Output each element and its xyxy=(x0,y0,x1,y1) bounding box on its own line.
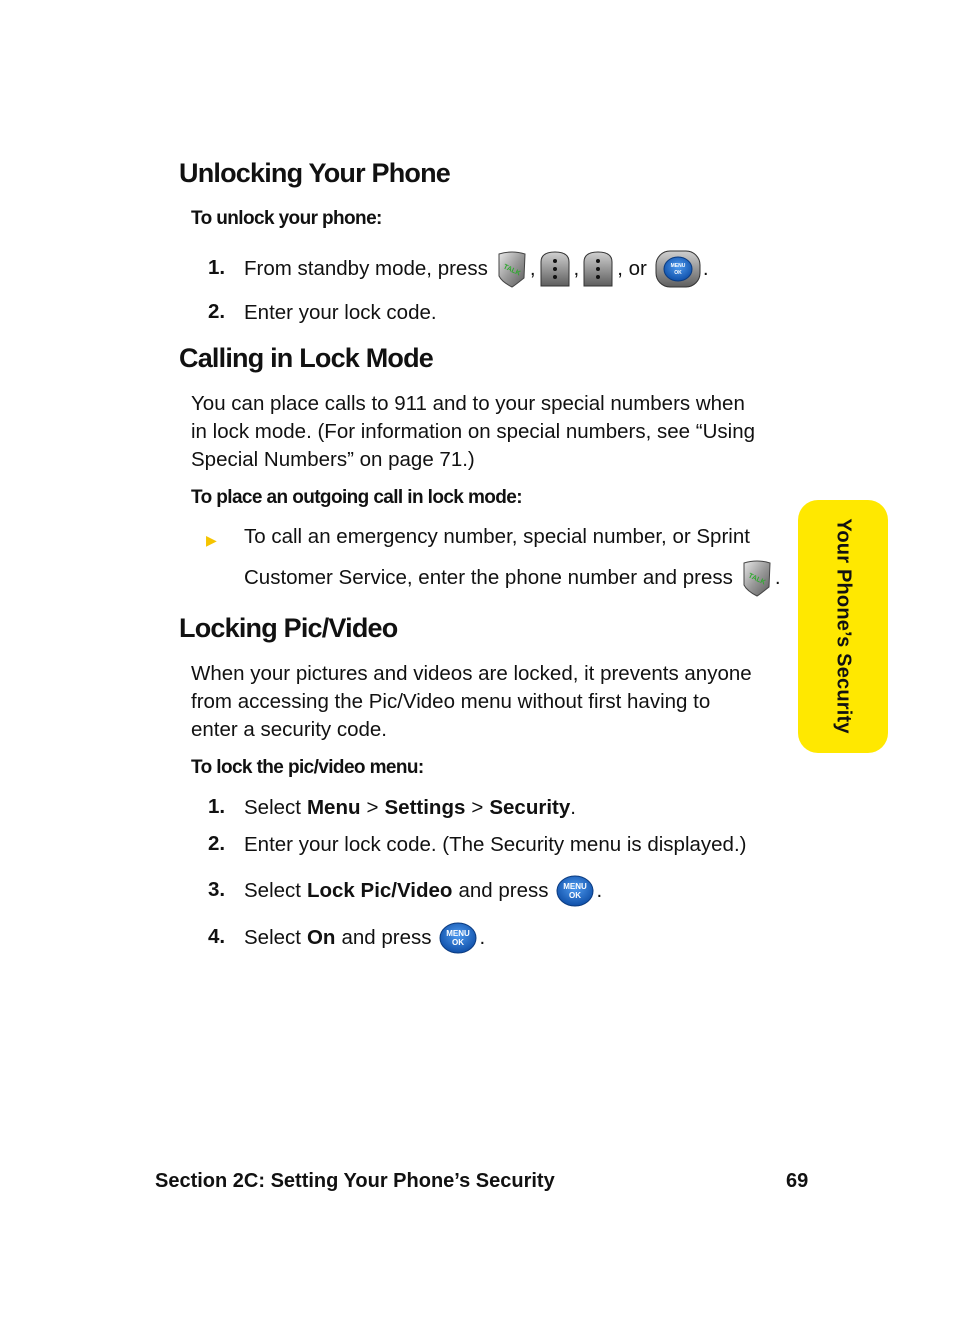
step-lock-3 xyxy=(244,871,602,911)
footer-page-number: 69 xyxy=(786,1170,809,1192)
menu-path-security: Security xyxy=(489,796,571,819)
step-number: 2. xyxy=(208,832,226,855)
section-title-locking: Locking Pic/Video xyxy=(179,613,398,643)
calling-paragraph xyxy=(191,390,791,474)
step-number: 1. xyxy=(208,795,226,818)
para-line: from accessing the Pic/Video menu without first having to xyxy=(191,690,711,713)
step-lock-1 xyxy=(244,788,576,828)
menu-ok-key-icon xyxy=(439,922,477,954)
menu-key-top-label: MENU xyxy=(670,263,686,269)
step-text: From standby mode, press xyxy=(244,257,488,280)
step-lock-2 xyxy=(244,825,746,865)
step-text: and press xyxy=(341,926,432,949)
step-number: 4. xyxy=(208,925,226,948)
subtitle-unlock: To unlock your phone: xyxy=(191,208,382,229)
menu-path-separator: > xyxy=(366,796,379,819)
step-text: Select xyxy=(244,879,301,902)
section-title-unlocking: Unlocking Your Phone xyxy=(179,158,451,188)
step-end: . xyxy=(596,879,603,902)
para-line: enter a security code. xyxy=(191,718,387,741)
talk-key-label: TALK xyxy=(501,263,522,278)
subtitle-lock-menu: To lock the pic/video menu: xyxy=(191,757,424,778)
step-text: Select xyxy=(244,926,301,949)
subtitle-outgoing-call: To place an outgoing call in lock mode: xyxy=(191,487,522,508)
menu-option-on: On xyxy=(306,926,336,949)
menu-ok-navigation-key-icon xyxy=(655,250,701,288)
step-number: 3. xyxy=(208,878,226,901)
separator: , or xyxy=(617,257,647,280)
step-lock-4 xyxy=(244,918,485,958)
side-key-down-icon xyxy=(581,250,615,288)
bullet-line-1 xyxy=(244,517,750,557)
step-end: . xyxy=(702,257,709,280)
step-unlock-1 xyxy=(244,249,709,289)
side-tab-label: Your Phone’s Security xyxy=(832,518,855,734)
para-line: Special Numbers” on page 71.) xyxy=(191,448,475,471)
menu-key-bottom-label: OK xyxy=(674,270,682,276)
menu-key-top-label: MENU xyxy=(563,882,588,891)
step-number: 1. xyxy=(208,256,226,279)
step-end: . xyxy=(479,926,486,949)
side-key-up-icon xyxy=(538,250,572,288)
step-text: Enter your lock code. (The Security menu is displayed.) xyxy=(244,833,747,856)
menu-key-top-label: MENU xyxy=(446,929,471,938)
talk-key-label: TALK xyxy=(746,572,767,587)
step-number: 2. xyxy=(208,300,226,323)
menu-path-settings: Settings xyxy=(384,796,466,819)
menu-key-bottom-label: OK xyxy=(569,891,582,900)
footer-section-title: Section 2C: Setting Your Phone’s Security xyxy=(155,1170,555,1192)
talk-key-icon xyxy=(741,559,773,597)
menu-ok-key-icon xyxy=(556,875,594,907)
talk-key-icon xyxy=(496,250,528,288)
para-line: You can place calls to 911 and to your special numbers when xyxy=(191,392,745,415)
section-title-calling: Calling in Lock Mode xyxy=(179,343,434,373)
menu-path-separator: > xyxy=(471,796,484,819)
bullet-text: To call an emergency number, special number, or Sprint xyxy=(244,525,750,548)
separator: , xyxy=(529,257,536,280)
locking-paragraph xyxy=(191,660,791,744)
para-line: in lock mode. (For information on special numbers, see “Using xyxy=(191,420,755,443)
step-end: . xyxy=(570,796,576,819)
bullet-end: . xyxy=(774,566,781,589)
step-unlock-2 xyxy=(244,293,437,333)
bullet-arrow-icon: ▶ xyxy=(206,532,217,548)
step-text: Enter your lock code. xyxy=(244,301,437,324)
menu-option-lock-pic-video: Lock Pic/Video xyxy=(306,879,453,902)
para-line: When your pictures and videos are locked, it prevents anyone xyxy=(191,662,752,685)
menu-key-bottom-label: OK xyxy=(452,938,465,947)
menu-path-menu: Menu xyxy=(306,796,361,819)
step-text: Select xyxy=(244,796,301,819)
bullet-text: Customer Service, enter the phone number and press xyxy=(244,566,733,589)
step-text: and press xyxy=(458,879,549,902)
separator: , xyxy=(573,257,580,280)
bullet-line-2 xyxy=(244,558,781,598)
